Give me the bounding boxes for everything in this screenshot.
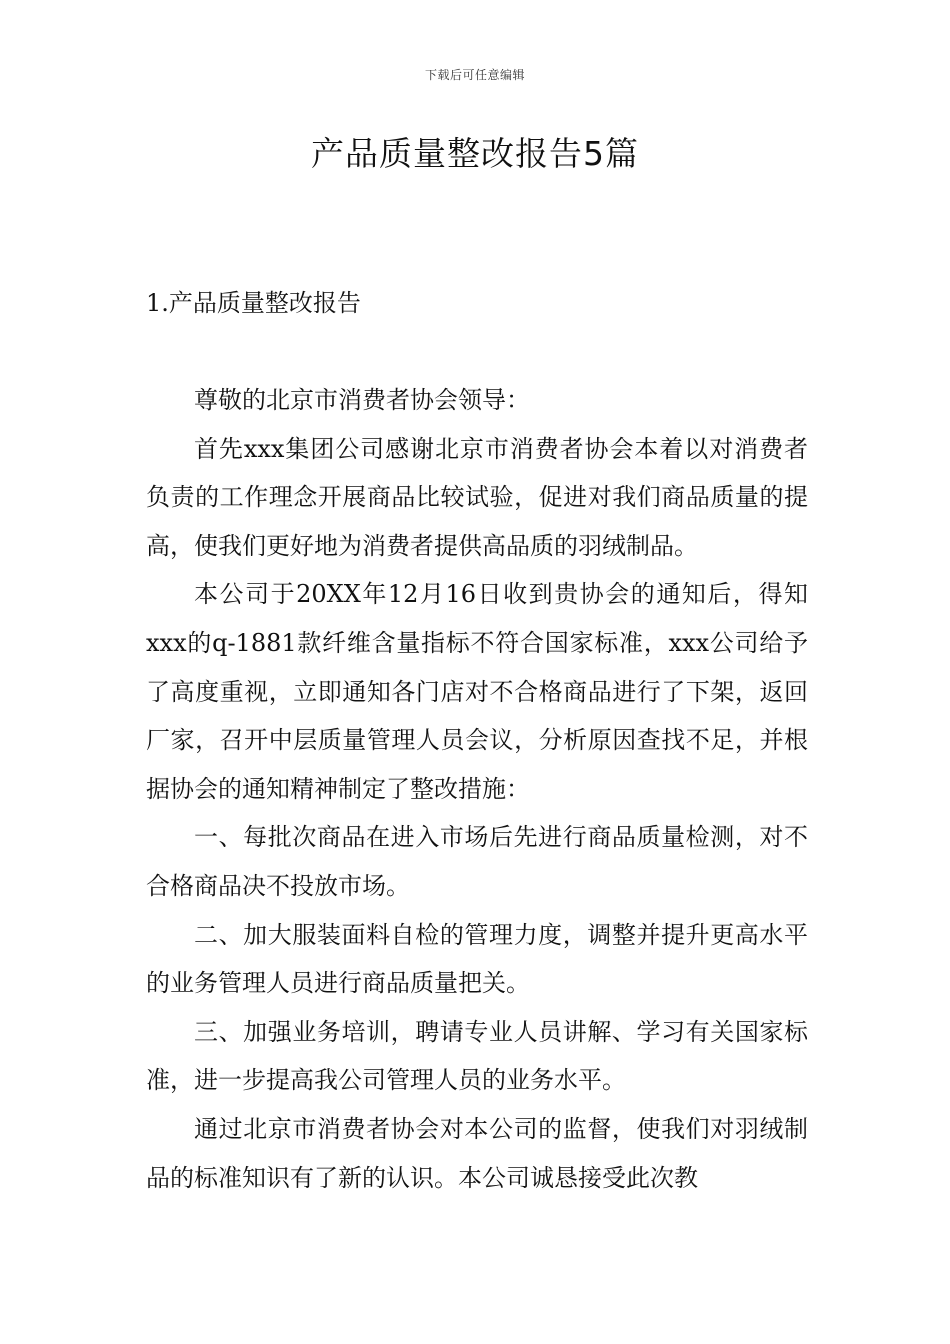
measure-paragraph: 一、每批次商品在进入市场后先进行商品质量检测，对不合格商品决不投放市场。 (146, 823, 808, 900)
measure-paragraph: 三、加强业务培训，聘请专业人员讲解、学习有关国家标准，进一步提高我公司管理人员的业务水平。 (146, 1017, 808, 1095)
section-heading: 1.产品质量整改报告 (146, 289, 361, 317)
header-note: 下载后可任意编辑 (424, 68, 525, 82)
document-title: 产品质量整改报告5篇 (311, 134, 639, 173)
measure-paragraph: 二、加大服装面料自检的管理力度，调整并提升更高水平的业务管理人员进行商品质量把关。 (146, 920, 808, 998)
body-paragraph: 首先xxx集团公司感谢北京市消费者协会本着以对消费者负责的工作理念开展商品比较试验，促进对我们商品质量的提高，使我们更好地为消费者提供高品质的羽绒制品。 (146, 434, 808, 560)
body-paragraph: 通过北京市消费者协会对本公司的监督，使我们对羽绒制品的标准知识有了新的认识。本公司诚恳接受此次教 (146, 1114, 808, 1192)
document-body (146, 376, 808, 1202)
salutation-paragraph: 尊敬的北京市消费者协会领导： (194, 386, 530, 414)
body-paragraph: 本公司于20XX年12月16日收到贵协会的通知后，得知xxx的q-1881款纤维含量指标不符合国家标准，xxx公司给予了高度重视，立即通知各门店对不合格商品进行了下架，返回厂家，召开中层质量管理人员会议，分析原因查找不足，并根据协会的通知精神制定了整改措施： (146, 580, 808, 803)
